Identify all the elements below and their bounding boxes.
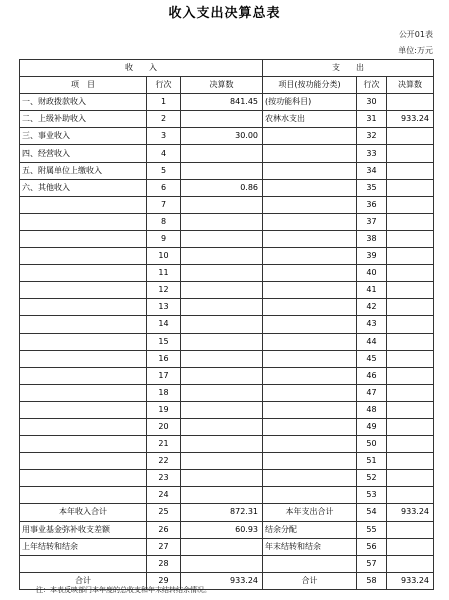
income-row-no-cell: 6 [147,179,181,196]
expense-item-cell [263,282,357,299]
income-item-cell: 二、上级补助收入 [20,111,147,128]
income-row-no-cell: 5 [147,162,181,179]
expense-row-no-cell: 53 [357,487,387,504]
expense-amount-cell [387,453,434,470]
expense-amount-cell [387,265,434,282]
income-amount-cell [181,145,263,162]
expense-row-no-cell: 50 [357,436,387,453]
expense-section-header: 支 出 [263,60,434,77]
expense-amount-cell [387,470,434,487]
income-row-no-cell: 4 [147,145,181,162]
income-item-cell [20,470,147,487]
income-item-cell: 本年收入合计 [20,504,147,521]
expense-item-cell: (按功能科目) [263,94,357,111]
expense-amount-cell [387,282,434,299]
expense-item-cell [263,401,357,418]
income-row-no-cell: 13 [147,299,181,316]
table-row [20,367,434,384]
income-item-cell [20,384,147,401]
table-row [20,299,434,316]
expense-item-cell [263,213,357,230]
table-row [20,504,434,521]
table-row [20,555,434,572]
income-row-no-cell: 1 [147,94,181,111]
income-item-cell [20,213,147,230]
income-row-no-cell: 8 [147,213,181,230]
expense-row-no-cell: 54 [357,504,387,521]
expense-amount-cell [387,196,434,213]
expense-row-no-cell: 55 [357,521,387,538]
income-row-no-cell: 26 [147,521,181,538]
income-amount-cell [181,401,263,418]
table-row [20,162,434,179]
table-row [20,316,434,333]
table-row [20,248,434,265]
income-amount-cell [181,453,263,470]
income-item-cell: 上年结转和结余 [20,538,147,555]
income-amount-cell [181,213,263,230]
expense-item-cell [263,265,357,282]
income-item-cell [20,230,147,247]
income-amount-cell: 60.93 [181,521,263,538]
expense-row-no-cell: 57 [357,555,387,572]
income-item-cell: 一、财政拨款收入 [20,94,147,111]
income-item-cell [20,265,147,282]
table-row [20,453,434,470]
expense-row-no-cell: 49 [357,418,387,435]
expense-amount-cell [387,213,434,230]
expense-row-no-cell: 35 [357,179,387,196]
expense-amount-cell [387,384,434,401]
income-item-cell [20,555,147,572]
expense-amount-cell [387,145,434,162]
income-amount-cell [181,299,263,316]
table-row [20,111,434,128]
table-row [20,196,434,213]
income-row-no-cell: 14 [147,316,181,333]
income-item-cell: 四、经营收入 [20,145,147,162]
income-section-header: 收 入 [20,60,263,77]
expense-item-cell [263,248,357,265]
income-item-header: 项 目 [20,77,147,94]
table-row [20,145,434,162]
expense-row-no-cell: 58 [357,572,387,589]
expense-item-cell [263,299,357,316]
income-item-cell [20,487,147,504]
expense-amount-cell [387,333,434,350]
income-item-cell [20,299,147,316]
expense-row-no-cell: 42 [357,299,387,316]
income-amount-cell: 841.45 [181,94,263,111]
table-row [20,401,434,418]
table-row [20,213,434,230]
income-amount-cell [181,418,263,435]
expense-item-cell [263,350,357,367]
expense-row-no-cell: 56 [357,538,387,555]
expense-amount-header: 决算数 [387,77,434,94]
expense-amount-cell [387,179,434,196]
expense-row-no-cell: 37 [357,213,387,230]
expense-amount-cell [387,94,434,111]
table-row [20,128,434,145]
expense-row-no-cell: 48 [357,401,387,418]
income-item-cell [20,401,147,418]
expense-item-cell [263,316,357,333]
expense-item-cell [263,453,357,470]
income-item-cell: 合计 [20,572,147,589]
income-amount-cell [181,196,263,213]
expense-item-cell: 农林水支出 [263,111,357,128]
expense-amount-cell [387,538,434,555]
expense-row-no-cell: 36 [357,196,387,213]
expense-row-no-cell: 45 [357,350,387,367]
table-row [20,521,434,538]
expense-amount-cell [387,162,434,179]
expense-row-no-cell: 52 [357,470,387,487]
expense-row-no-cell: 47 [357,384,387,401]
table-row [20,179,434,196]
expense-item-cell [263,436,357,453]
income-row-no-cell: 16 [147,350,181,367]
table-row [20,436,434,453]
expense-item-cell: 合计 [263,572,357,589]
expense-row-no-cell: 32 [357,128,387,145]
income-item-cell: 五、附属单位上缴收入 [20,162,147,179]
income-item-cell [20,436,147,453]
income-row-no-cell: 25 [147,504,181,521]
expense-amount-cell [387,248,434,265]
income-row-no-cell: 12 [147,282,181,299]
income-amount-cell [181,248,263,265]
expense-amount-cell [387,230,434,247]
income-amount-cell [181,436,263,453]
table-row [20,470,434,487]
income-amount-cell [181,230,263,247]
income-item-cell [20,453,147,470]
income-row-no-cell: 10 [147,248,181,265]
income-item-cell [20,196,147,213]
income-amount-cell [181,162,263,179]
expense-amount-cell: 933.24 [387,111,434,128]
table-row [20,265,434,282]
income-row-no-cell: 23 [147,470,181,487]
income-item-cell [20,333,147,350]
income-item-cell [20,248,147,265]
section-header-row [20,60,434,77]
income-amount-cell: 872.31 [181,504,263,521]
income-item-cell: 用事业基金弥补收支差额 [20,521,147,538]
expense-row-no-cell: 41 [357,282,387,299]
income-row-no-cell: 24 [147,487,181,504]
income-item-cell [20,418,147,435]
expense-amount-cell: 933.24 [387,504,434,521]
income-expense-table [19,59,434,590]
expense-item-cell: 本年支出合计 [263,504,357,521]
table-row [20,94,434,111]
income-row-no-cell: 20 [147,418,181,435]
income-amount-cell [181,487,263,504]
expense-item-cell [263,179,357,196]
income-row-no-cell: 21 [147,436,181,453]
expense-item-cell [263,418,357,435]
expense-item-cell: 结余分配 [263,521,357,538]
expense-row-no-header: 行次 [357,77,387,94]
income-amount-cell [181,282,263,299]
expense-row-no-cell: 30 [357,94,387,111]
form-code: 公开01表 [398,30,433,39]
expense-item-cell: 年末结转和结余 [263,538,357,555]
expense-amount-cell [387,128,434,145]
column-header-row [20,77,434,94]
expense-item-cell [263,470,357,487]
income-amount-cell [181,350,263,367]
table-row [20,384,434,401]
expense-row-no-cell: 43 [357,316,387,333]
expense-amount-cell [387,555,434,572]
expense-row-no-cell: 38 [357,230,387,247]
expense-amount-cell [387,521,434,538]
income-row-no-cell: 28 [147,555,181,572]
income-row-no-cell: 2 [147,111,181,128]
income-row-no-cell: 27 [147,538,181,555]
income-row-no-cell: 3 [147,128,181,145]
table-row [20,333,434,350]
income-amount-cell [181,384,263,401]
expense-row-no-cell: 39 [357,248,387,265]
expense-row-no-cell: 31 [357,111,387,128]
income-row-no-cell: 18 [147,384,181,401]
expense-amount-cell [387,487,434,504]
income-row-no-cell: 17 [147,367,181,384]
table-row [20,282,434,299]
expense-item-cell [263,145,357,162]
expense-amount-cell [387,350,434,367]
income-amount-cell: 30.00 [181,128,263,145]
income-row-no-cell: 7 [147,196,181,213]
income-amount-cell [181,333,263,350]
income-amount-cell [181,367,263,384]
expense-row-no-cell: 44 [357,333,387,350]
expense-row-no-cell: 33 [357,145,387,162]
income-row-no-cell: 11 [147,265,181,282]
expense-item-cell [263,367,357,384]
income-item-cell [20,350,147,367]
income-amount-cell [181,538,263,555]
table-row [20,487,434,504]
income-row-no-cell: 22 [147,453,181,470]
expense-item-header: 项目(按功能分类) [263,77,357,94]
table-row [20,418,434,435]
income-amount-cell [181,265,263,282]
expense-item-cell [263,333,357,350]
income-amount-header: 决算数 [181,77,263,94]
expense-row-no-cell: 46 [357,367,387,384]
expense-item-cell [263,162,357,179]
income-row-no-cell: 15 [147,333,181,350]
expense-item-cell [263,196,357,213]
income-amount-cell [181,555,263,572]
income-row-no-header: 行次 [147,77,181,94]
expense-item-cell [263,487,357,504]
income-item-cell [20,316,147,333]
income-item-cell: 六、其他收入 [20,179,147,196]
income-amount-cell: 0.86 [181,179,263,196]
unit-label: 单位:万元 [398,46,433,55]
table-row [20,230,434,247]
expense-row-no-cell: 40 [357,265,387,282]
income-item-cell [20,282,147,299]
income-item-cell: 三、事业收入 [20,128,147,145]
income-amount-cell [181,470,263,487]
expense-row-no-cell: 51 [357,453,387,470]
expense-item-cell [263,555,357,572]
expense-amount-cell [387,367,434,384]
income-row-no-cell: 9 [147,230,181,247]
income-item-cell [20,367,147,384]
expense-amount-cell [387,418,434,435]
footnote: 注：本表反映部门本年度的总收支和年末结转结余情况。 [36,586,211,594]
expense-item-cell [263,384,357,401]
table-row [20,350,434,367]
income-amount-cell [181,111,263,128]
expense-amount-cell [387,436,434,453]
income-amount-cell [181,316,263,333]
expense-amount-cell [387,299,434,316]
income-row-no-cell: 29 [147,572,181,589]
expense-amount-cell [387,401,434,418]
income-amount-cell: 933.24 [181,572,263,589]
page-title: 收入支出决算总表 [168,6,281,21]
expense-item-cell [263,230,357,247]
expense-amount-cell [387,316,434,333]
expense-item-cell [263,128,357,145]
income-row-no-cell: 19 [147,401,181,418]
expense-amount-cell: 933.24 [387,572,434,589]
table-row [20,538,434,555]
expense-row-no-cell: 34 [357,162,387,179]
